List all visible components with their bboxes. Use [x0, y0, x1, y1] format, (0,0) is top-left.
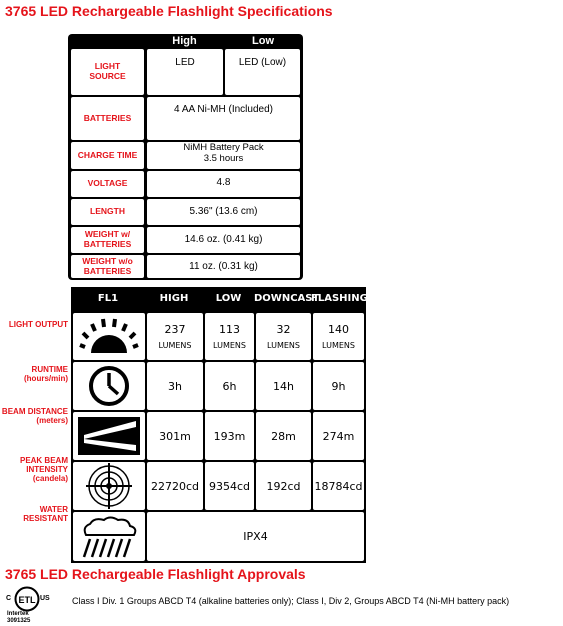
spec-label-charge-time: CHARGE TIME [71, 142, 144, 169]
fl1-cell: 6h [205, 362, 254, 410]
spec-label-weight-without [71, 255, 144, 278]
lumens-unit: LUMENS [158, 341, 192, 350]
spec-value-charge-time: NiMH Battery Pack 3.5 hours [147, 142, 300, 169]
spec-value-batteries: 4 AA Ni-MH (Included) [147, 97, 300, 140]
target-icon [73, 462, 145, 510]
lumens-value: 113 [219, 323, 240, 336]
etl-text: ETL [18, 595, 36, 605]
fl1-label-beam-distance: BEAM DISTANCE (meters) [1, 407, 68, 426]
spec-table [68, 34, 303, 280]
fl1-cell [313, 313, 364, 360]
spec-label-light-source [71, 49, 144, 95]
fl1-header-high: HIGH [159, 293, 189, 304]
spec-value-high: LED [147, 49, 223, 95]
fl1-cell: 9h [313, 362, 364, 410]
fl1-cell: 3h [147, 362, 203, 410]
fl1-header-downcast: DOWNCAST [254, 293, 320, 304]
spec-value-low: LED (Low) [225, 49, 300, 95]
spec-label-text: WEIGHT w/ BATTERIES [83, 229, 132, 249]
approvals-text: Class I Div. 1 Groups ABCD T4 (alkaline batteries only); Class I, Div 2, Groups ABCD T4 (Ni-MH battery pack) [72, 596, 510, 606]
fl1-cell: 301m [147, 412, 203, 460]
fl1-cell [256, 313, 311, 360]
fl1-cell: 18784cd [313, 462, 364, 510]
specs-title: 3765 LED Rechargeable Flashlight Specifications [5, 3, 333, 19]
spec-value-weight-with: 14.6 oz. (0.41 kg) [147, 227, 300, 253]
fl1-cell: 14h [256, 362, 311, 410]
etl-cert-mark [4, 586, 48, 626]
col-low-header: Low [252, 35, 274, 47]
lumens-value: 237 [164, 323, 186, 336]
spec-label-text: WEIGHT w/o BATTERIES [82, 255, 133, 276]
fl1-cell: 193m [205, 412, 254, 460]
lumens-unit: LUMENS [267, 341, 300, 350]
spec-label-length: LENGTH [71, 199, 144, 225]
fl1-cell-ipx: IPX4 [147, 512, 364, 561]
lumens-unit: LUMENS [322, 341, 355, 350]
lumens-unit: LUMENS [213, 341, 246, 350]
approvals-title: 3765 LED Rechargeable Flashlight Approvals [5, 566, 306, 582]
fl1-label-peak-beam: PEAK BEAM INTENSITY (candela) [19, 456, 68, 484]
fl1-cell: 274m [313, 412, 364, 460]
cert-us-label: US [40, 595, 50, 602]
fl1-cell: 9354cd [205, 462, 254, 510]
fl1-header-standard: FL1 [97, 293, 119, 304]
fl1-label-runtime: RUNTIME (hours/min) [24, 365, 68, 384]
spec-value-voltage: 4.8 [147, 171, 300, 197]
fl1-cell [147, 313, 203, 360]
cert-number: 3091325 [7, 618, 31, 624]
spec-label-voltage: VOLTAGE [71, 171, 144, 197]
cert-c-label: C [6, 595, 12, 602]
fl1-cell [205, 313, 254, 360]
fl1-cell: 192cd [256, 462, 311, 510]
cert-company: Intertek [7, 611, 29, 617]
spec-value-length: 5.36" (13.6 cm) [147, 199, 300, 225]
col-high-header: High [172, 35, 197, 47]
lumens-value: 140 [328, 323, 349, 336]
beam-distance-icon [73, 412, 145, 460]
spec-label-batteries: BATTERIES [71, 97, 144, 140]
lumens-value: 32 [276, 323, 291, 336]
etl-logo-icon [14, 586, 40, 612]
clock-icon [73, 362, 145, 410]
spec-label-weight-with [71, 227, 144, 253]
rain-cloud-icon [73, 512, 145, 561]
spec-value-weight-without: 11 oz. (0.31 kg) [147, 255, 300, 278]
fl1-table [71, 287, 366, 563]
fl1-label-water-resistant: WATER RESISTANT [23, 505, 68, 524]
fl1-cell: 22720cd [147, 462, 203, 510]
fl1-label-light-output: LIGHT OUTPUT [8, 320, 68, 329]
spec-label-text: LIGHT SOURCE [89, 61, 126, 81]
fl1-header-flashing: FLASHING [311, 293, 368, 304]
fl1-header-low: LOW [215, 293, 242, 304]
fl1-cell: 28m [256, 412, 311, 460]
light-burst-icon [73, 313, 145, 360]
